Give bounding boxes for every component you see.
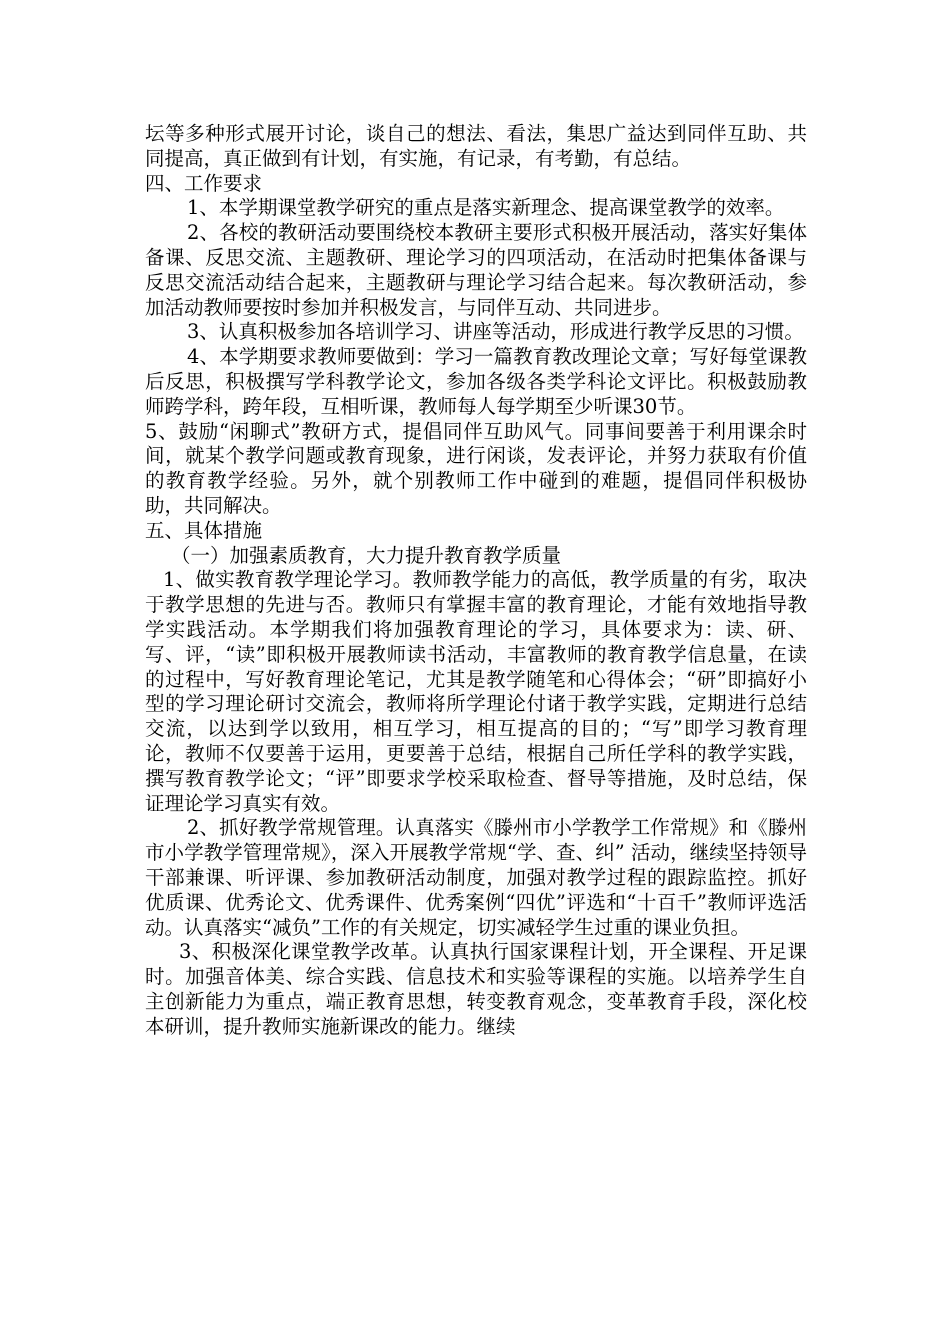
paragraph-measure-1: 1、做实教育教学理论学习。教师教学能力的高低，教学质量的有劣，取决于教学思想的先进与否。教师只有掌握丰富的教育理论，才能有效地指导教学实践活动。本学期我们将加强教育理论的学习，具体要求为：读、研、写、评，“读”即积极开展教师读书活动，丰富教师的教育教学信息量，在读的过程中，写好教育理论笔记，尤其是教学随笔和心得体会；“研”即搞好小型的学习理论研讨交流会，教师将所学理论付诸于教学实践，定期进行总结交流，以达到学以致用，相互学习，相互提高的目的；“写”即学习教育理论，教师不仅要善于运用，更要善于总结，根据自己所任学科的教学实践，撰写教育教学论文；“评”即要求学校采取检查、督导等措施，及时总结，保证理论学习真实有效。 <box>145 568 807 815</box>
subsection-heading-quality-education: （一）加强素质教育，大力提升教育教学质量 <box>171 543 562 567</box>
section-heading-work-requirements: 四、工作要求 <box>145 171 263 195</box>
section-heading-specific-measures: 五、具体措施 <box>145 518 263 542</box>
paragraph-requirement-4: 4、本学期要求教师要做到：学习一篇教育教改理论文章；写好每堂课教后反思，积极撰写学科教学论文，参加各级各类学科论文评比。积极鼓励教师跨学科，跨年段，互相听课，教师每人每学期至少听课30节。 <box>145 345 807 418</box>
paragraph-continuation: 坛等多种形式展开讨论，谈自己的想法、看法，集思广益达到同伴互助、共同提高，真正做到有计划，有实施，有记录，有考勤，有总结。 <box>145 122 807 170</box>
paragraph-measure-2: 2、抓好教学常规管理。认真落实《滕州市小学教学工作常规》和《滕州市小学教学管理常规》，深入开展教学常规“学、查、纠” 活动，继续坚持领导干部兼课、听评课、参加教研活动制度，加强对教学过程的跟踪监控。抓好优质课、优秀论文、优秀课件、优秀案例“四优”评选和“十百千”教师评选活动。认真落实“减负”工作的有关规定，切实减轻学生过重的课业负担。 <box>145 816 807 939</box>
paragraph-measure-3: 3、积极深化课堂教学改革。认真执行国家课程计划，开全课程、开足课时。加强音体美、综合实践、信息技术和实验等课程的实施。以培养学生自主创新能力为重点，端正教育思想，转变教育观念，变革教育手段，深化校本研训，提升教师实施新课改的能力。继续 <box>145 940 807 1038</box>
paragraph-requirement-1: 1、本学期课堂教学研究的重点是落实新理念、提高课堂教学的效率。 <box>187 196 785 220</box>
paragraph-requirement-3: 3、认真积极参加各培训学习、讲座等活动，形成进行教学反思的习惯。 <box>187 320 804 344</box>
paragraph-requirement-5: 5、鼓励“闲聊式”教研方式，提倡同伴互助风气。同事间要善于利用课余时间，就某个教学问题或教育现象，进行闲谈，发表评论，并努力获取有价值的教育教学经验。另外，就个别教师工作中碰到的难题，提倡同伴积极协助，共同解决。 <box>145 419 807 517</box>
paragraph-requirement-2: 2、各校的教研活动要围绕校本教研主要形式积极开展活动，落实好集体备课、反思交流、主题教研、理论学习的四项活动，在活动时把集体备课与反思交流活动结合起来，主题教研与理论学习结合起来。每次教研活动，参加活动教师要按时参加并积极发言，与同伴互动、共同进步。 <box>145 221 807 319</box>
document-page <box>145 122 807 1039</box>
